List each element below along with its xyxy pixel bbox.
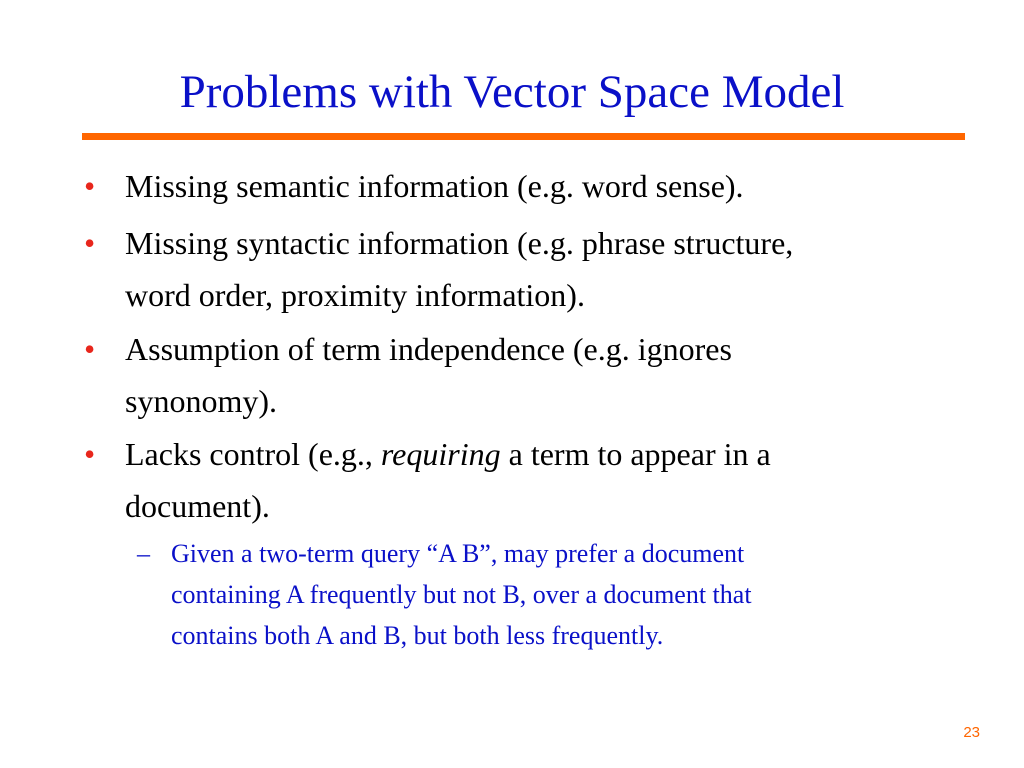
- sub-bullet-item: [137, 533, 997, 656]
- sub-bullet-marker: –: [137, 539, 150, 568]
- bullet-item: [84, 323, 984, 427]
- bullet-text-continuation: word order, proximity information).: [125, 277, 585, 313]
- bullet-text-continuation: synonomy).: [125, 383, 277, 419]
- sub-bullet-text-continuation: containing A frequently but not B, over a document that: [171, 580, 752, 609]
- bullet-text-part: Lacks control (e.g.,: [125, 436, 381, 472]
- bullet-item: [84, 160, 984, 212]
- bullet-item: [84, 217, 984, 321]
- title-divider: [82, 133, 965, 140]
- emphasized-word: requiring: [380, 436, 501, 472]
- bullet-marker: •: [84, 436, 96, 472]
- bullet-text-part: a term to appear in a: [500, 436, 771, 472]
- bullet-text-continuation: document).: [125, 488, 270, 524]
- sub-bullet-text: Given a two-term query “A B”, may prefer a document: [171, 539, 745, 568]
- page-number: 23: [963, 724, 980, 741]
- bullet-text: Missing syntactic information (e.g. phrase structure,: [125, 225, 794, 261]
- sub-bullet-text-continuation: contains both A and B, but both less frequently.: [171, 621, 664, 650]
- bullet-item: [84, 428, 984, 532]
- slide-title: Problems with Vector Space Model: [179, 66, 845, 118]
- bullet-marker: •: [84, 225, 96, 261]
- bullet-marker: •: [84, 331, 96, 367]
- bullet-text: Assumption of term independence (e.g. ignores: [125, 331, 732, 367]
- bullet-text: [84, 428, 984, 480]
- bullet-marker: •: [84, 168, 96, 204]
- bullet-text: Missing semantic information (e.g. word sense).: [125, 168, 744, 204]
